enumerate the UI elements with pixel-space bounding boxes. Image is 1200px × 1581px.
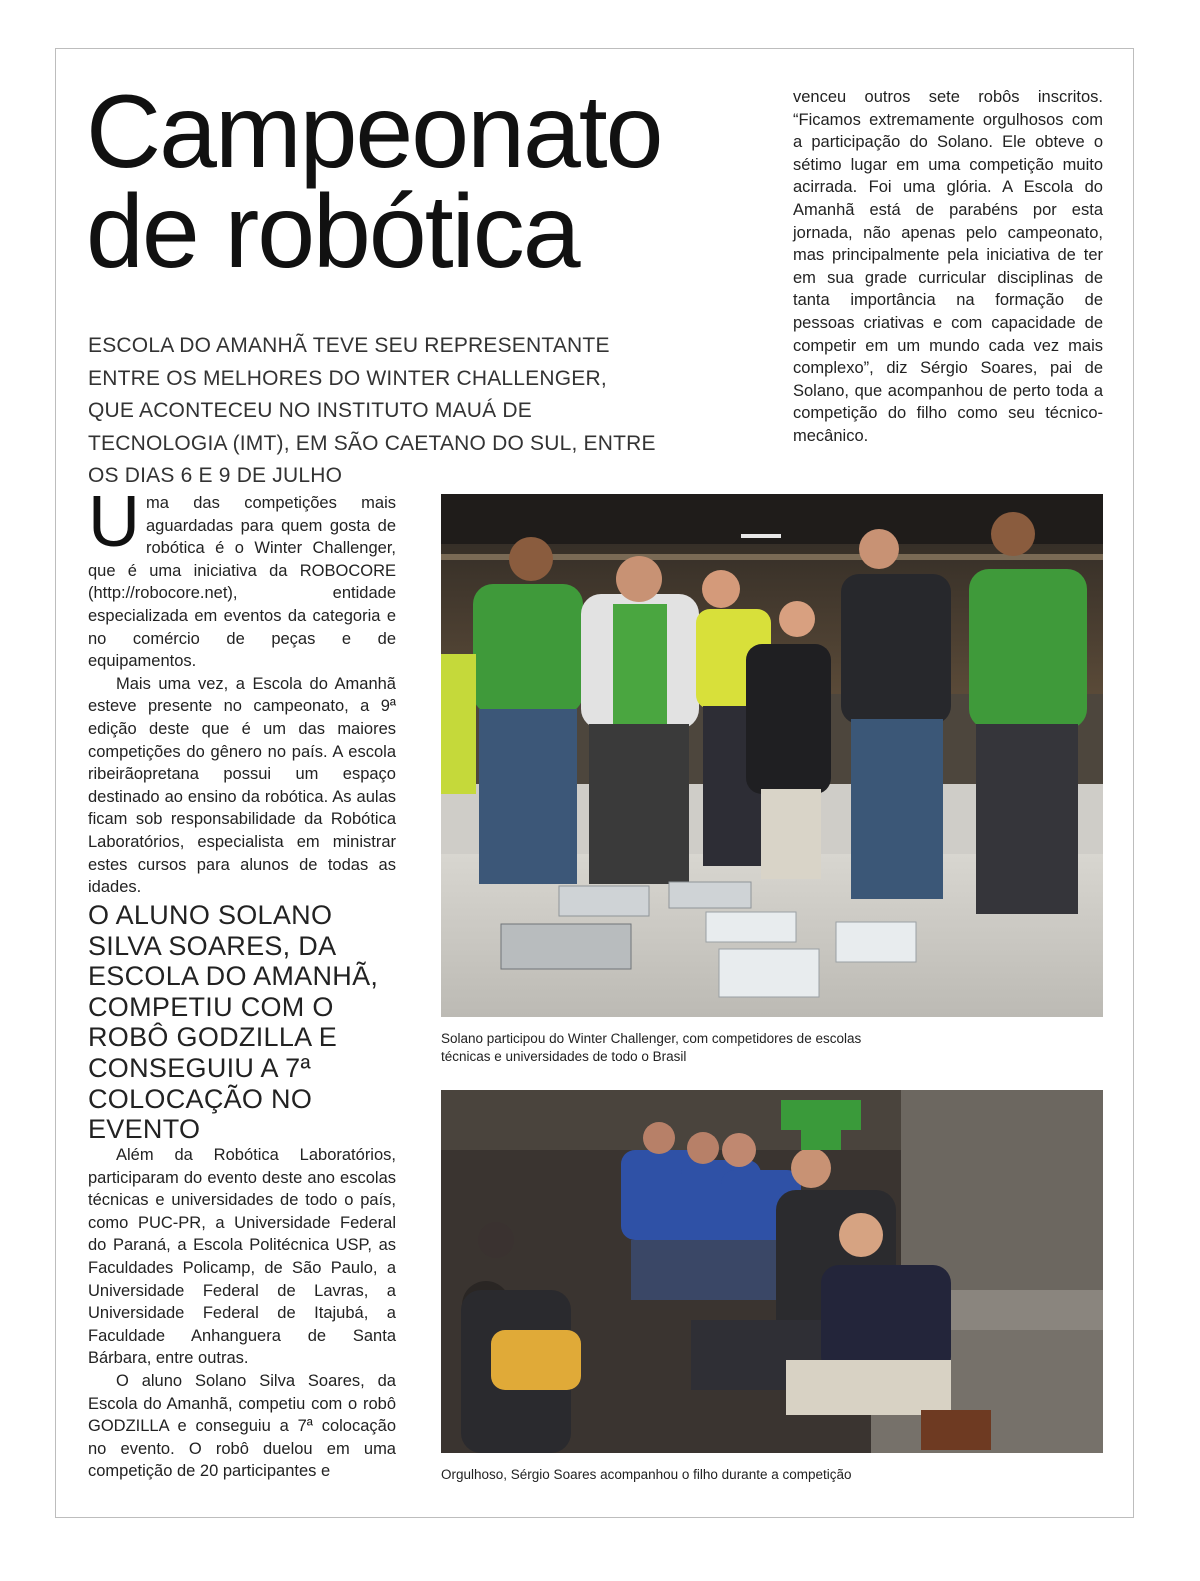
- article-subtitle: ESCOLA DO AMANHÃ TEVE SEU REPRESENTANTE ENTRE OS MELHORES DO WINTER CHALLENGER, QUE ACONTECEU NO INSTITUTO MAUÁ DE TECNOLOGIA (IMT), EM SÃO CAETANO DO SUL, ENTRE OS DIAS 6 E 9 DE JULHO: [88, 334, 656, 487]
- pull-quote: O ALUNO SOLANO SILVA SOARES, DA ESCOLA DO AMANHÃ, COMPETIU COM O ROBÔ GODZILLA E CONSEGUIU A 7ª COLOCAÇÃO NO EVENTO: [88, 900, 379, 1145]
- left-column-bottom: [88, 1144, 396, 1483]
- audience-photo: [441, 1090, 1103, 1453]
- title-line-1: Campeonato: [86, 74, 662, 190]
- competitors-photo: [441, 494, 1103, 1017]
- drop-cap: U: [88, 482, 140, 562]
- paragraph-2: Mais uma vez, a Escola do Amanhã esteve presente no campeonato, a 9ª edição deste que é um das maiores competições do gênero no país. A escola ribeirãopretana possui um espaço destinado ao ensino da robótica. As aulas ficam sob responsabilidade da Robótica Laboratórios, especialista em ministrar estes cursos para alunos de todas as idades.: [88, 674, 396, 897]
- article-title: [86, 74, 726, 290]
- photo-caption-2: Orgulhoso, Sérgio Soares acompanhou o filho durante a competição: [441, 1467, 852, 1482]
- paragraph-1-text: ma das competições mais aguardadas para quem gosta de robótica é o Winter Challenger, que é uma iniciativa da ROBOCORE (http://robocore.net), entidade especializada em eventos da categoria e no comércio de peças e de equipamentos.: [88, 494, 396, 671]
- right-column-paragraph: venceu outros sete robôs inscritos. “Ficamos extremamente orgulhosos com a participação do Solano. Ele obteve o sétimo lugar em uma competição muito acirrada. Foi uma glória. A Escola do Amanhã está de parabéns por esta jornada, não apenas pelo campeonato, mas principalmente pela iniciativa de ter em sua grade curricular disciplinas de tanta importância na formação de pessoas criativas e com capacidade de competir em um mundo cada vez mais complexo”, diz Sérgio Soares, pai de Solano, que acompanhou de perto toda a competição do filho como seu técnico-mecânico.: [793, 88, 1103, 445]
- left-column-top: [88, 482, 396, 899]
- paragraph-3: Além da Robótica Laboratórios, participaram do evento deste ano escolas técnicas e universidades de todo o país, como PUC-PR, a Universidade Federal do Paraná, a Escola Politécnica USP, as Faculdades Policamp, de São Paulo, a Universidade Federal de Lavras, a Universidade Federal de Itajubá, a Faculdade Anhanguera de Santa Bárbara, entre outras.: [88, 1146, 396, 1368]
- paragraph-4: O aluno Solano Silva Soares, da Escola do Amanhã, competiu com o robô GODZILLA e conseguiu a 7ª colocação no evento. O robô duelou em uma competição de 20 participantes e: [88, 1371, 396, 1481]
- right-column-text: [793, 86, 1103, 448]
- paragraph-1: [88, 482, 396, 673]
- title-line-2: de robótica: [86, 174, 579, 290]
- photo-caption-1: Solano participou do Winter Challenger, com competidores de escolas técnicas e universidades de todo o Brasil: [441, 1031, 862, 1064]
